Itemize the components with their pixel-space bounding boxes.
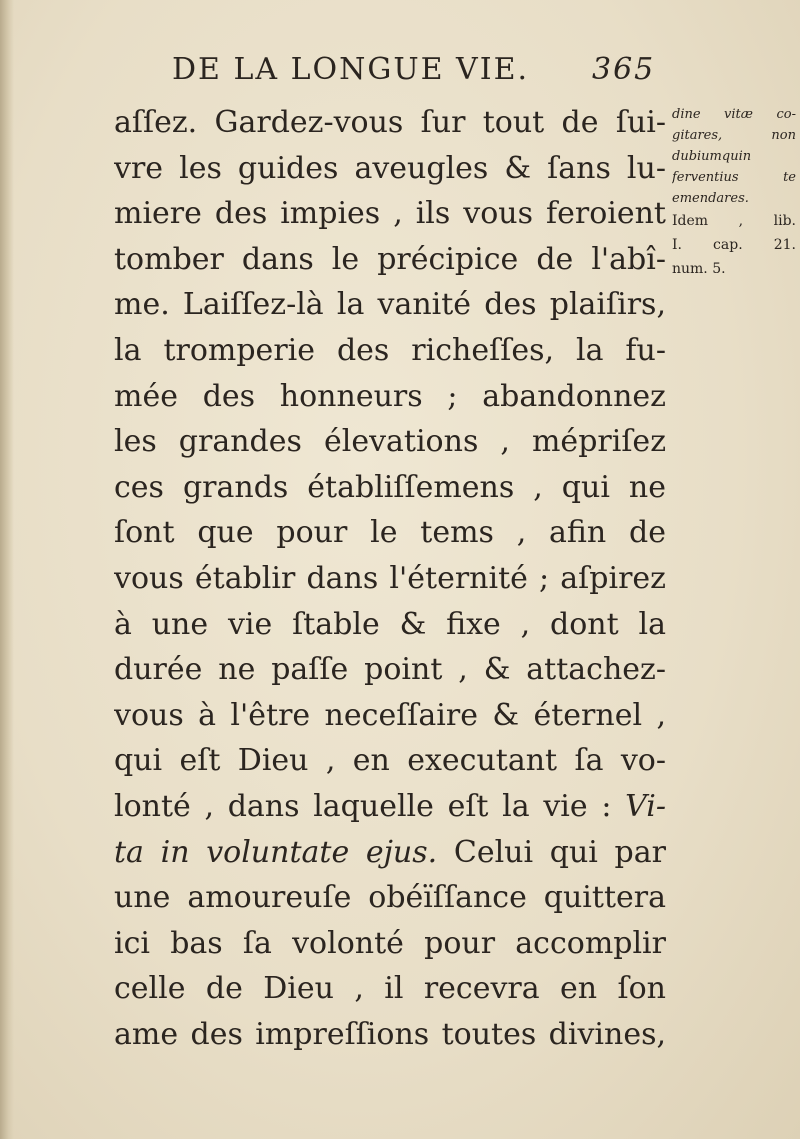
- text-line: ame des impreſſions toutes divines,: [114, 1016, 666, 1052]
- margin-note-line: Idem , lib.: [672, 213, 796, 229]
- margin-note-line: dine vitæ co-: [672, 107, 796, 122]
- text-segment: lonté , dans laquelle eſt la vie :: [114, 788, 626, 824]
- marginal-notes: [672, 104, 796, 281]
- text-line: vous établir dans l'éternité ; aſpirez: [114, 560, 666, 596]
- text-line: vre les guides aveugles & ſans lu-: [114, 150, 666, 186]
- text-line: aſſez. Gardez-vous ſur tout de ſui-: [114, 105, 666, 140]
- text-line: ici bas ſa volonté pour accomplir: [114, 925, 666, 961]
- italic-segment: ta in voluntate ejus.: [114, 834, 438, 870]
- text-line: la tromperie des richeſſes, la fu-: [114, 332, 666, 368]
- text-line: une amoureuſe obéïſſance quittera: [114, 880, 666, 916]
- text-line: miere des impies , ils vous feroient: [114, 196, 666, 232]
- text-line: celle de Dieu , il recevra en ſon: [114, 971, 666, 1007]
- margin-note-line: ferventius te: [672, 170, 796, 185]
- text-line: les grandes élevations , mépriſez: [114, 424, 666, 460]
- page-number: 365: [592, 52, 656, 87]
- margin-note-line: emendares.: [672, 191, 749, 206]
- page-gutter: [0, 0, 14, 1139]
- text-line: qui eſt Dieu , en executant ſa vo-: [114, 743, 666, 779]
- text-line-with-italic: [114, 830, 666, 876]
- running-header: [172, 52, 672, 98]
- main-text-block: [114, 100, 666, 1057]
- margin-note-line: I. cap. 21.: [672, 237, 796, 253]
- text-line: ſont que pour le tems , afin de: [114, 515, 666, 551]
- text-segment: Celui qui par: [437, 834, 666, 870]
- margin-note-line: dubiumquin: [672, 149, 752, 164]
- text-line: tomber dans le précipice de l'abî-: [114, 241, 666, 277]
- text-line-with-italic: [114, 784, 666, 830]
- text-line: à une vie ſtable & fixe , dont la: [114, 606, 666, 642]
- italic-segment: Vi-: [625, 788, 666, 824]
- text-line: durée ne paſſe point , & attachez-: [114, 652, 666, 688]
- text-line: ces grands établiſſemens , qui ne: [114, 469, 666, 505]
- running-title: DE LA LONGUE VIE.: [172, 52, 530, 87]
- text-line: me. Laiſſez-là la vanité des plaiſirs,: [114, 287, 666, 323]
- text-line: vous à l'être neceſſaire & éternel ,: [114, 697, 666, 733]
- margin-note-line: gitares, non: [672, 128, 796, 143]
- margin-note-line: num. 5.: [672, 261, 726, 277]
- text-line: mée des honneurs ; abandonnez: [114, 378, 666, 414]
